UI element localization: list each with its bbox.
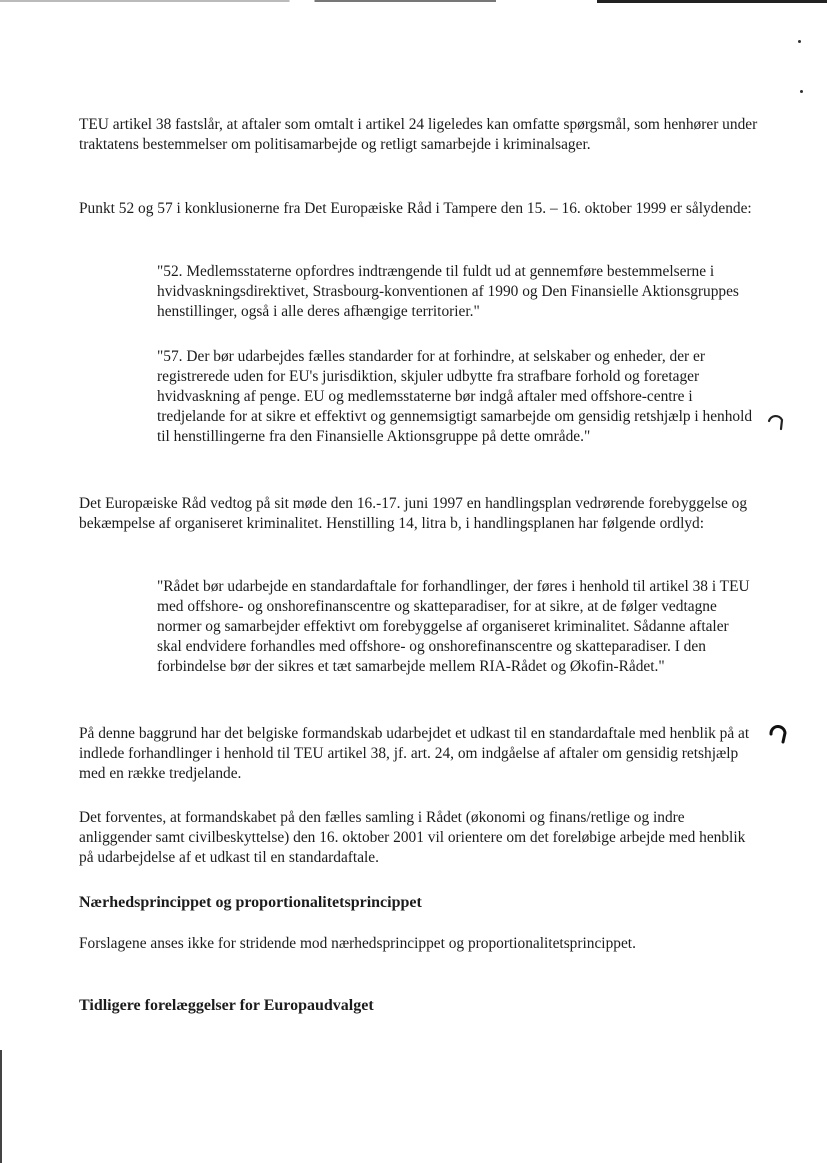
scan-speck — [798, 40, 801, 43]
scan-speck — [800, 90, 803, 93]
section-heading-subsidiarity: Nærhedsprincippet og proportionalitetsprincippet — [79, 894, 422, 911]
paragraph-tampere-conclusions: Punkt 52 og 57 i konklusionerne fra Det Europæiske Råd i Tampere den 15. – 16. oktober 1999 er sålydende: — [79, 200, 752, 217]
paragraph-belgian-presidency: På denne baggrund har det belgiske formandskab udarbejdet et udkast til en standardaftale med henblik på at indlede forhandlinger i henhold til TEU artikel 38, jf. art. 24, om indgåelse af aftaler om gensidig retshjælp med en række tredjelande. — [79, 725, 750, 782]
scan-edge-top-right — [597, 0, 827, 3]
punch-hole-icon — [768, 725, 788, 745]
quote-point-52: "52. Medlemsstaterne opfordres indtrængende til fuldt ud at gennemføre bestemmelserne i hvidvaskningsdirektivet, Strasbourg-konventionen af 1990 og Den Finansielle Aktionsgruppes henstillinger, også i alle deres afhængige territorier." — [157, 263, 739, 320]
paragraph-subsidiarity: Forslagene anses ikke for stridende mod nærhedsprincippet og proportionalitetsprincippet. — [79, 935, 636, 952]
paragraph-action-plan: Det Europæiske Råd vedtog på sit møde den 16.-17. juni 1997 en handlingsplan vedrørende forebyggelse og bekæmpelse af organiseret kriminalitet. Henstilling 14, litra b, i handlingsplanen har følgende ordlyd: — [79, 495, 748, 532]
paragraph-teu-article-38: TEU artikel 38 fastslår, at aftaler som omtalt i artikel 24 ligeledes kan omfatte spørgsmål, som henhører under traktatens bestemmelser om politisamarbejde og retligt samarbejde i kriminalsager. — [79, 116, 758, 153]
section-heading-previous-submissions: Tidligere forelæggelser for Europaudvalget — [79, 997, 374, 1014]
punch-hole-icon — [766, 413, 786, 433]
paragraph-expected-briefing: Det forventes, at formandskabet på den fælles samling i Rådet (økonomi og finans/retlige og indre anliggender samt civilbeskyttelse) den 16. oktober 2001 vil orientere om det foreløbige arbejde med henblik på udarbejdelse af et udkast til en standardaftale. — [79, 809, 746, 866]
scan-edge-left — [0, 1050, 2, 1163]
quote-point-57: "57. Der bør udarbejdes fælles standarder for at forhindre, at selskaber og enheder, der er registrerede uden for EU's jurisdiktion, skjuler udbytte fra strafbare forhold og foretager hvidvaskning af penge. EU og medlemsstaterne bør indgå aftaler med offshore-centre i tredjelande for at sikre et effektivt og gennemsigtigt samarbejde om gensidig retshjælp i henhold til henstillingerne fra den Finansielle Aktionsgruppe på dette område." — [157, 348, 753, 445]
quote-recommendation-14b: "Rådet bør udarbejde en standardaftale for forhandlinger, der føres i henhold til artikel 38 i TEU med offshore- og onshorefinanscentre og skatteparadiser, for at sikre, at de følger vedtagne normer og samarbejder effektivt om forebyggelse af organiseret kriminalitet. Sådanne aftaler skal endvidere forhandles med offshore- og onshorefinanscentre og skatteparadiser. I den forbindelse bør der sikres et tæt samarbejde mellem RIA-Rådet og Økofin-Rådet." — [157, 578, 750, 675]
